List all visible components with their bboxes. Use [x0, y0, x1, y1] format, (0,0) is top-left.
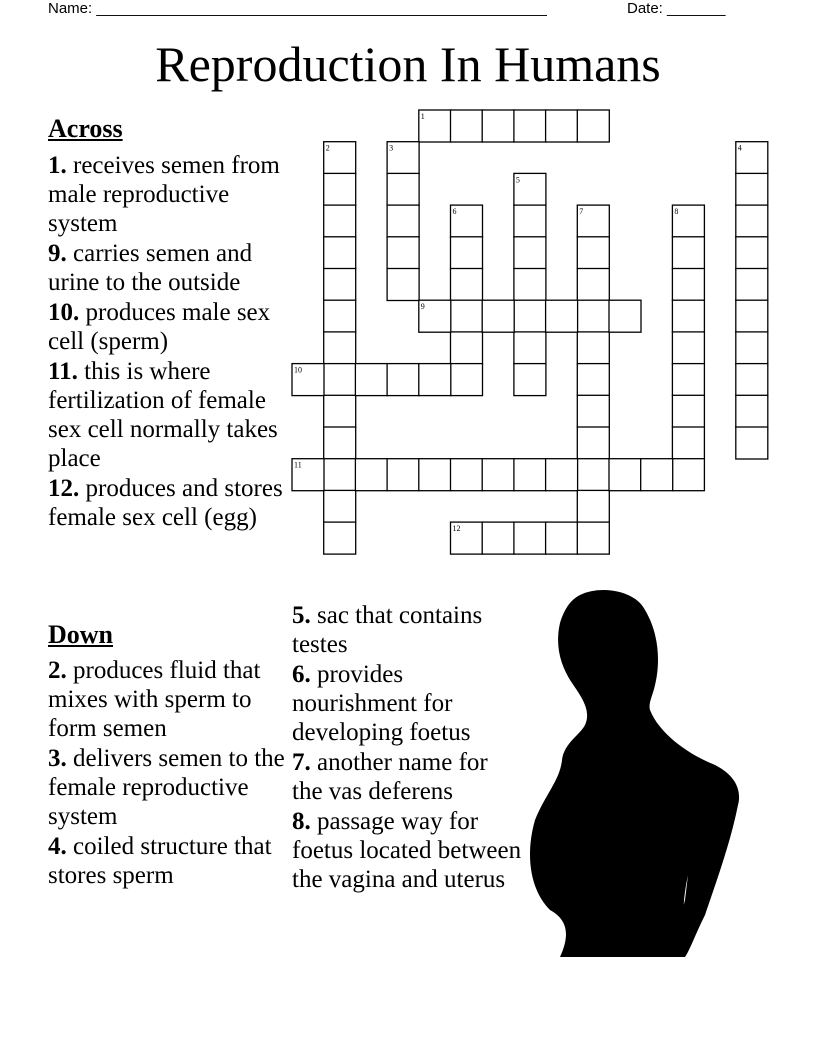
- grid-cell[interactable]: [355, 364, 387, 396]
- clue-down-3: 3. delivers semen to the female reproductive system: [48, 745, 285, 830]
- grid-cell[interactable]: [387, 269, 419, 301]
- grid-clue-number: 2: [325, 143, 330, 153]
- grid-cell[interactable]: [672, 395, 704, 427]
- grid-cell[interactable]: [387, 237, 419, 269]
- grid-cell[interactable]: [482, 522, 514, 554]
- clue-down-2: 2. produces fluid that mixes with sperm to form semen: [48, 657, 261, 742]
- grid-cell[interactable]: [514, 522, 546, 554]
- grid-clue-number: 7: [579, 207, 584, 217]
- grid-cell[interactable]: [324, 364, 356, 396]
- grid-cell[interactable]: [672, 427, 704, 459]
- grid-cell[interactable]: [736, 173, 768, 205]
- grid-cell[interactable]: [546, 459, 578, 491]
- page-title: Reproduction In Humans: [155, 36, 661, 92]
- grid-cell[interactable]: [355, 459, 387, 491]
- grid-cell[interactable]: [324, 522, 356, 554]
- grid-cell[interactable]: [672, 364, 704, 396]
- grid-cell[interactable]: [577, 110, 609, 142]
- grid-cell[interactable]: [387, 205, 419, 237]
- grid-cell[interactable]: [736, 427, 768, 459]
- grid-cell[interactable]: [514, 332, 546, 364]
- grid-clue-number: 12: [452, 524, 461, 534]
- grid-cell[interactable]: [514, 205, 546, 237]
- down-clue-list-left: [48, 656, 288, 891]
- grid-cell[interactable]: [736, 269, 768, 301]
- grid-cell[interactable]: [514, 459, 546, 491]
- across-clue-list: [48, 151, 288, 533]
- grid-cell[interactable]: [736, 237, 768, 269]
- grid-cell[interactable]: [672, 459, 704, 491]
- grid-cell[interactable]: [577, 300, 609, 332]
- grid-cell[interactable]: [736, 205, 768, 237]
- grid-cell[interactable]: [577, 332, 609, 364]
- grid-cell[interactable]: [609, 300, 641, 332]
- grid-cell[interactable]: [672, 269, 704, 301]
- grid-cell[interactable]: [546, 300, 578, 332]
- clue-down-5: 5. sac that contains testes: [292, 602, 483, 658]
- grid-cell[interactable]: [324, 490, 356, 522]
- grid-cell[interactable]: [324, 395, 356, 427]
- grid-clue-number: 6: [452, 207, 457, 217]
- clue-across-9: 9. carries semen and urine to the outside: [48, 240, 253, 296]
- grid-cell[interactable]: [514, 110, 546, 142]
- grid-cell[interactable]: [324, 427, 356, 459]
- clue-down-7: 7. another name for the vas deferens: [292, 749, 488, 805]
- grid-cell[interactable]: [324, 269, 356, 301]
- down-clue-list-right: [292, 601, 524, 895]
- clue-across-12: 12. produces and stores female sex cell (egg): [48, 475, 283, 531]
- grid-cell[interactable]: [641, 459, 673, 491]
- grid-cell[interactable]: [419, 459, 451, 491]
- grid-cell[interactable]: [546, 522, 578, 554]
- grid-clue-number: 8: [674, 207, 679, 217]
- date-field[interactable]: Date: _______: [627, 0, 726, 17]
- grid-cell[interactable]: [514, 237, 546, 269]
- grid-cell[interactable]: [324, 332, 356, 364]
- name-field[interactable]: Name: ______________________________________________________: [48, 0, 547, 17]
- grid-cell[interactable]: [577, 269, 609, 301]
- grid-cell[interactable]: [577, 427, 609, 459]
- grid-cell[interactable]: [672, 300, 704, 332]
- grid-cell[interactable]: [577, 237, 609, 269]
- clue-down-4: 4. coiled structure that stores sperm: [48, 833, 272, 889]
- grid-cell[interactable]: [324, 173, 356, 205]
- grid-cell[interactable]: [577, 522, 609, 554]
- clue-across-1: 1. receives semen from male reproductive system: [48, 152, 280, 237]
- grid-cell[interactable]: [672, 332, 704, 364]
- grid-clue-number: 10: [294, 365, 302, 375]
- grid-cell[interactable]: [451, 459, 483, 491]
- pregnant-woman-silhouette-icon: [520, 585, 750, 965]
- grid-cell[interactable]: [324, 300, 356, 332]
- grid-cell[interactable]: [324, 237, 356, 269]
- grid-clue-number: 3: [389, 143, 394, 153]
- grid-cell[interactable]: [609, 459, 641, 491]
- grid-cell[interactable]: [387, 173, 419, 205]
- grid-cell[interactable]: [736, 395, 768, 427]
- clue-across-11: 11. this is where fertilization of female sex cell normally takes place: [48, 358, 278, 472]
- grid-cell[interactable]: [736, 300, 768, 332]
- grid-cell[interactable]: [514, 300, 546, 332]
- grid-cell[interactable]: [451, 269, 483, 301]
- grid-cell[interactable]: [577, 490, 609, 522]
- clue-across-10: 10. produces male sex cell (sperm): [48, 299, 271, 355]
- grid-cell[interactable]: [514, 269, 546, 301]
- down-heading: Down: [48, 620, 114, 649]
- grid-cell[interactable]: [324, 205, 356, 237]
- grid-cell[interactable]: [482, 300, 514, 332]
- grid-cell[interactable]: [514, 364, 546, 396]
- grid-cell[interactable]: [451, 332, 483, 364]
- grid-cell[interactable]: [736, 332, 768, 364]
- grid-clue-number: 5: [515, 175, 520, 185]
- grid-cell[interactable]: [387, 459, 419, 491]
- grid-cell[interactable]: [546, 110, 578, 142]
- grid-cell[interactable]: [451, 110, 483, 142]
- grid-cell[interactable]: [451, 300, 483, 332]
- grid-cell[interactable]: [451, 364, 483, 396]
- grid-cell[interactable]: [482, 459, 514, 491]
- grid-cell[interactable]: [419, 364, 451, 396]
- grid-cell[interactable]: [577, 395, 609, 427]
- clue-down-6: 6. provides nourishment for developing foetus: [292, 661, 471, 746]
- across-heading: Across: [48, 114, 123, 143]
- grid-cell[interactable]: [736, 364, 768, 396]
- grid-clue-number: 9: [420, 302, 425, 312]
- clue-down-8: 8. passage way for foetus located between the vagina and uterus: [292, 808, 522, 893]
- grid-clue-number: 1: [420, 112, 425, 121]
- grid-cell[interactable]: [577, 459, 609, 491]
- grid-cell[interactable]: [387, 364, 419, 396]
- grid-clue-number: 4: [737, 143, 742, 153]
- grid-cell[interactable]: [577, 364, 609, 396]
- grid-cell[interactable]: [482, 110, 514, 142]
- grid-cell[interactable]: [324, 459, 356, 491]
- grid-cell[interactable]: [672, 237, 704, 269]
- grid-clue-number: 11: [294, 460, 302, 470]
- grid-cell[interactable]: [451, 237, 483, 269]
